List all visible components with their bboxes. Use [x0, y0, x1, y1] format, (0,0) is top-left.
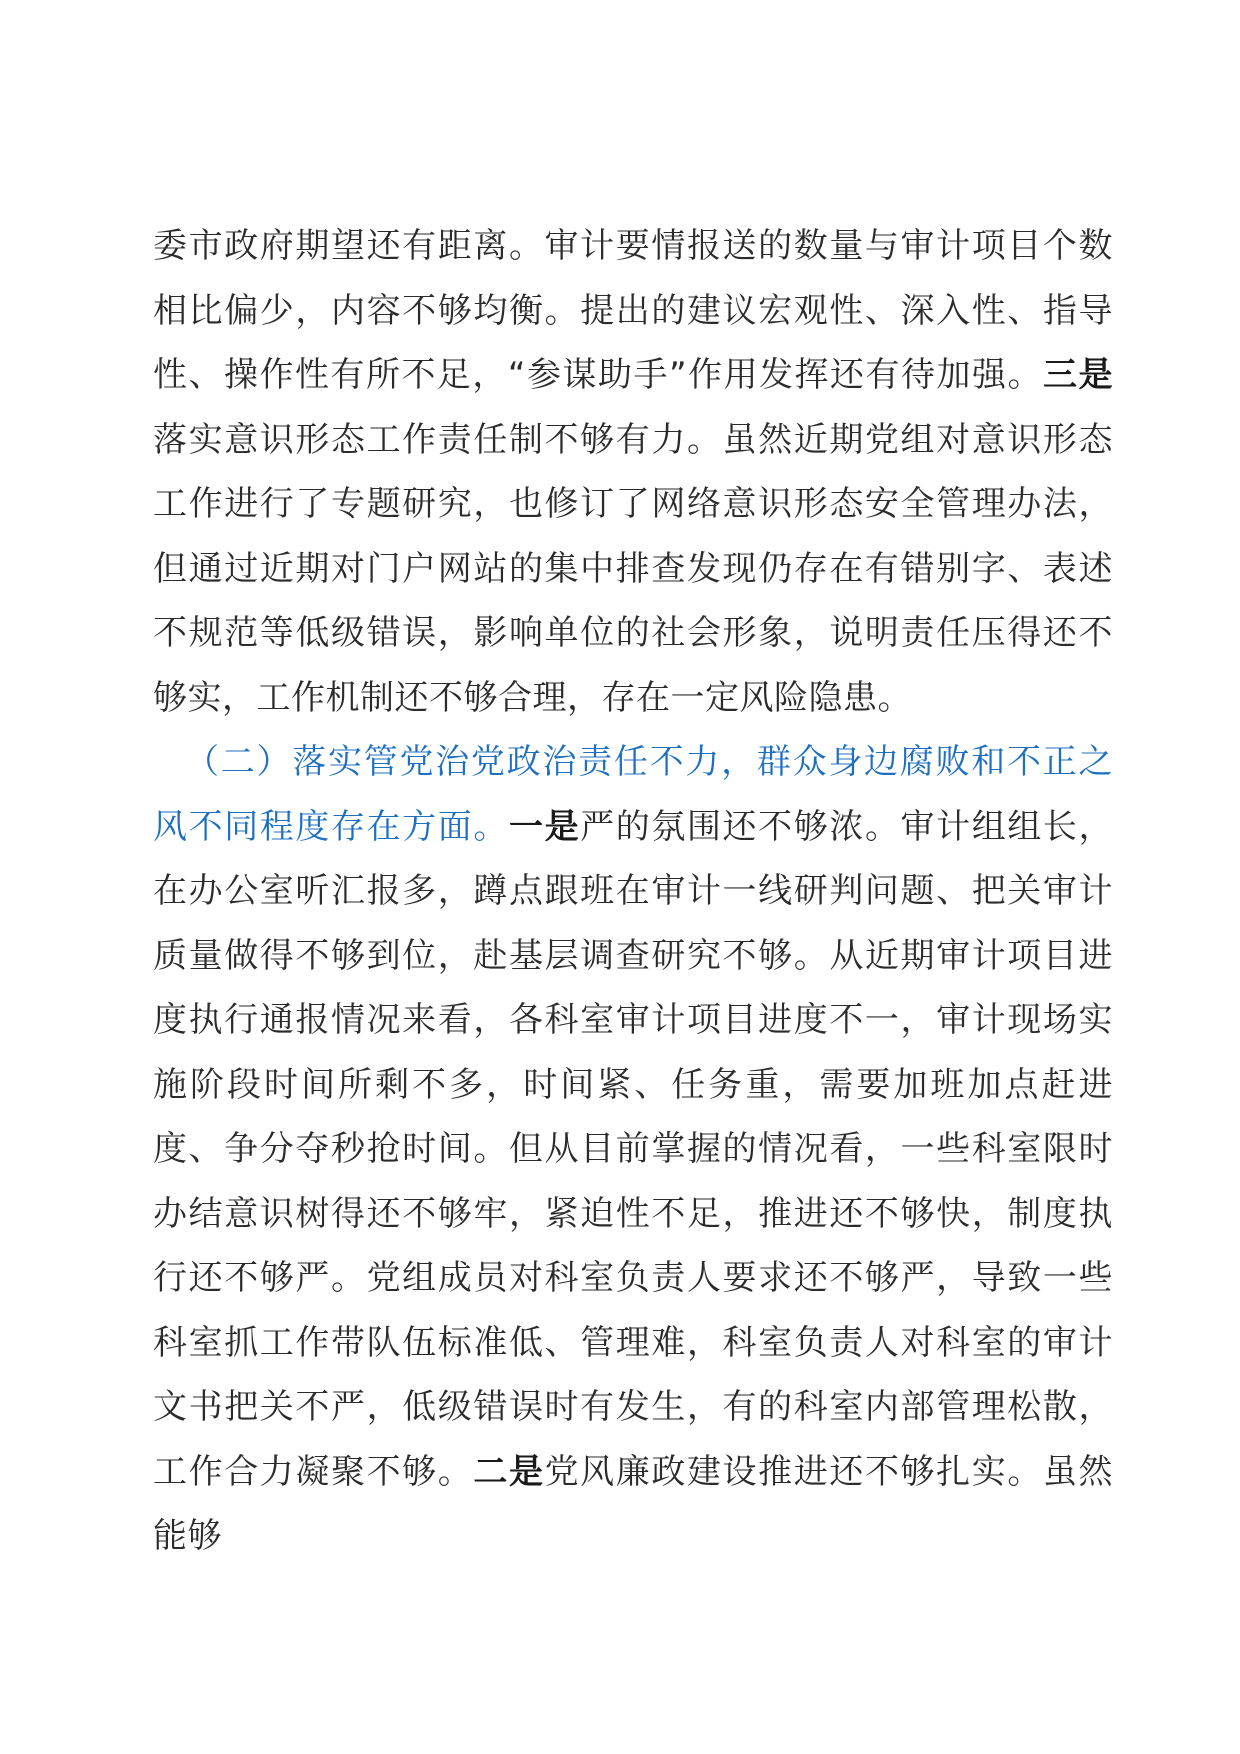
paragraph-text: 严的氛围还不够浓。审计组组长，在办公室听汇报多，蹲点跟班在审计一线研判问题、把关审计质量做得不够到位，赴基层调查研究不够。从近期审计项目进度执行通报情况来看，各科室审计项目进度不一，审计现场实施阶段时间所剩不多，时间紧、任务重，需要加班加点赶进度、争分夺秒抢时间。但从目前掌握的情况看，一些科室限时办结意识树得还不够牢，紧迫性不足，推进还不够快，制度执行还不够严。党组成员对科室负责人要求还不够严，导致一些科室抓工作带队伍标准低、管理难，科室负责人对科室的审计文书把关不严，低级错误时有发生，有的科室内部管理松散，工作合力凝聚不够。 — [153, 806, 1114, 1492]
paragraph-text: 委市政府期望还有距离。审计要情报送的数量与审计项目个数相比偏少，内容不够均衡。提出的建议宏观性、深入性、指导性、操作性有所不足，“参谋助手”作用发挥还有待加强。 — [153, 226, 1113, 395]
bold-ordinal: 三是 — [1043, 355, 1114, 395]
paragraph-text: 党风廉政建设推进还不够扎实。虽然能够 — [153, 1451, 1114, 1556]
document-page — [153, 214, 1113, 1569]
section-heading: （二）落实管党治党政治责任不力，群众身边腐败和不正之风不同程度存在方面。 — [153, 742, 1113, 847]
paragraph-text: 落实意识形态工作责任制不够有力。虽然近期党组对意识形态工作进行了专题研究，也修订了网络意识形态安全管理办法，但通过近期对门户网站的集中排查发现仍存在有错别字、表述不规范等低级错误，影响单位的社会形象，说明责任压得还不够实，工作机制还不够合理，存在一定风险隐患。 — [153, 419, 1113, 718]
paragraph-party-governance — [153, 730, 1113, 1569]
bold-ordinal: 一是 — [508, 806, 581, 847]
bold-ordinal: 二是 — [473, 1451, 545, 1492]
paragraph-ideology-responsibility — [153, 214, 1113, 730]
